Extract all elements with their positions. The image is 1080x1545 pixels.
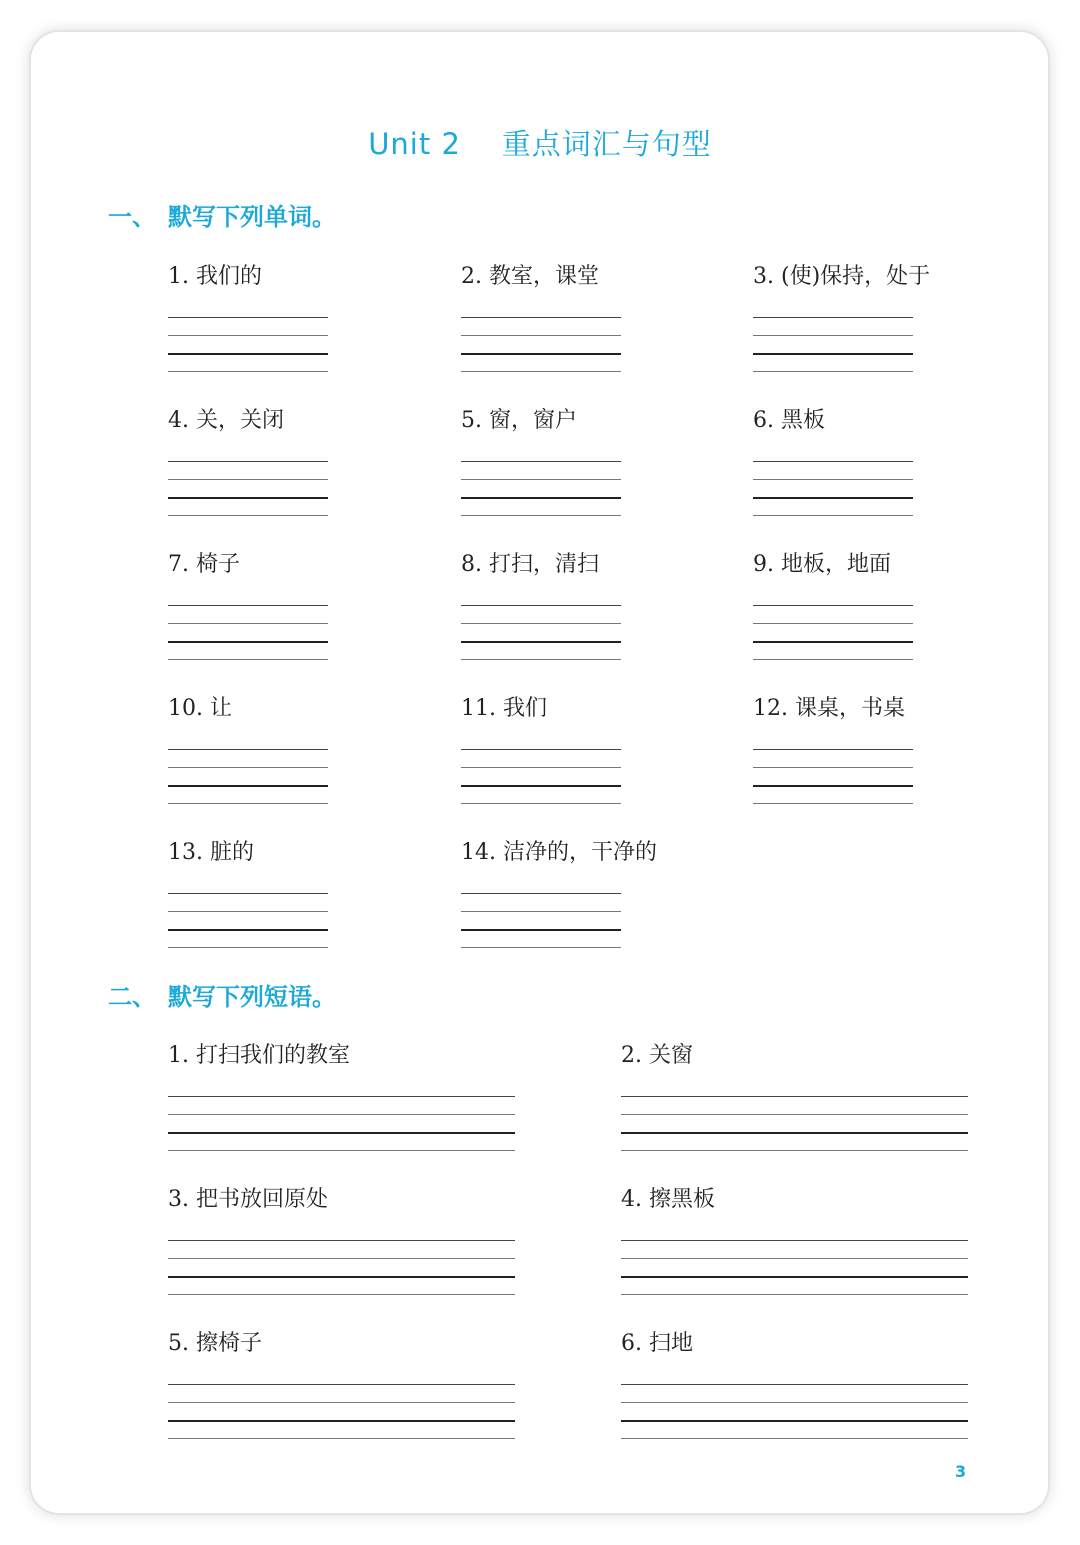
word-prompt: 6. 黑板 <box>753 408 825 433</box>
phrase-prompt: 2. 关窗 <box>621 1043 693 1068</box>
writing-lines[interactable] <box>168 1096 515 1152</box>
phrase-prompt: 4. 擦黑板 <box>621 1187 715 1212</box>
writing-lines[interactable] <box>753 317 913 373</box>
writing-lines[interactable] <box>168 893 328 949</box>
writing-lines[interactable] <box>621 1384 968 1440</box>
word-prompt: 9. 地板，地面 <box>753 552 891 577</box>
phrase-prompt: 1. 打扫我们的教室 <box>168 1043 350 1068</box>
section-1-heading <box>108 202 336 232</box>
writing-lines[interactable] <box>621 1240 968 1296</box>
word-prompt: 7. 椅子 <box>168 552 240 577</box>
word-prompt: 14. 洁净的，干净的 <box>461 840 657 865</box>
writing-lines[interactable] <box>461 749 621 805</box>
writing-lines[interactable] <box>168 1384 515 1440</box>
section-1-number: 一、 <box>108 203 156 231</box>
writing-lines[interactable] <box>461 893 621 949</box>
word-prompt: 10. 让 <box>168 696 232 721</box>
writing-lines[interactable] <box>461 461 621 517</box>
word-prompt: 8. 打扫，清扫 <box>461 552 599 577</box>
word-prompt: 13. 脏的 <box>168 840 254 865</box>
writing-lines[interactable] <box>461 317 621 373</box>
word-prompt: 4. 关，关闭 <box>168 408 284 433</box>
page-number: 3 <box>955 1462 967 1481</box>
phrase-prompt: 5. 擦椅子 <box>168 1331 262 1356</box>
writing-lines[interactable] <box>168 749 328 805</box>
phrase-prompt: 3. 把书放回原处 <box>168 1187 328 1212</box>
writing-lines[interactable] <box>168 605 328 661</box>
section-1-title: 默写下列单词。 <box>168 203 336 231</box>
word-prompt: 3. (使)保持，处于 <box>753 264 931 289</box>
word-prompt: 1. 我们的 <box>168 264 262 289</box>
writing-lines[interactable] <box>168 461 328 517</box>
word-prompt: 12. 课桌，书桌 <box>753 696 905 721</box>
phrase-prompt: 6. 扫地 <box>621 1331 693 1356</box>
writing-lines[interactable] <box>753 605 913 661</box>
writing-lines[interactable] <box>753 461 913 517</box>
writing-lines[interactable] <box>621 1096 968 1152</box>
writing-lines[interactable] <box>168 317 328 373</box>
writing-lines[interactable] <box>753 749 913 805</box>
word-prompt: 2. 教室，课堂 <box>461 264 599 289</box>
section-2-title: 默写下列短语。 <box>168 983 336 1011</box>
page-title: Unit 2 重点词汇与句型 <box>368 127 712 161</box>
word-prompt: 11. 我们 <box>461 696 547 721</box>
writing-lines[interactable] <box>168 1240 515 1296</box>
writing-lines[interactable] <box>461 605 621 661</box>
section-2-heading <box>108 982 336 1012</box>
section-2-number: 二、 <box>108 983 156 1011</box>
word-prompt: 5. 窗，窗户 <box>461 408 577 433</box>
